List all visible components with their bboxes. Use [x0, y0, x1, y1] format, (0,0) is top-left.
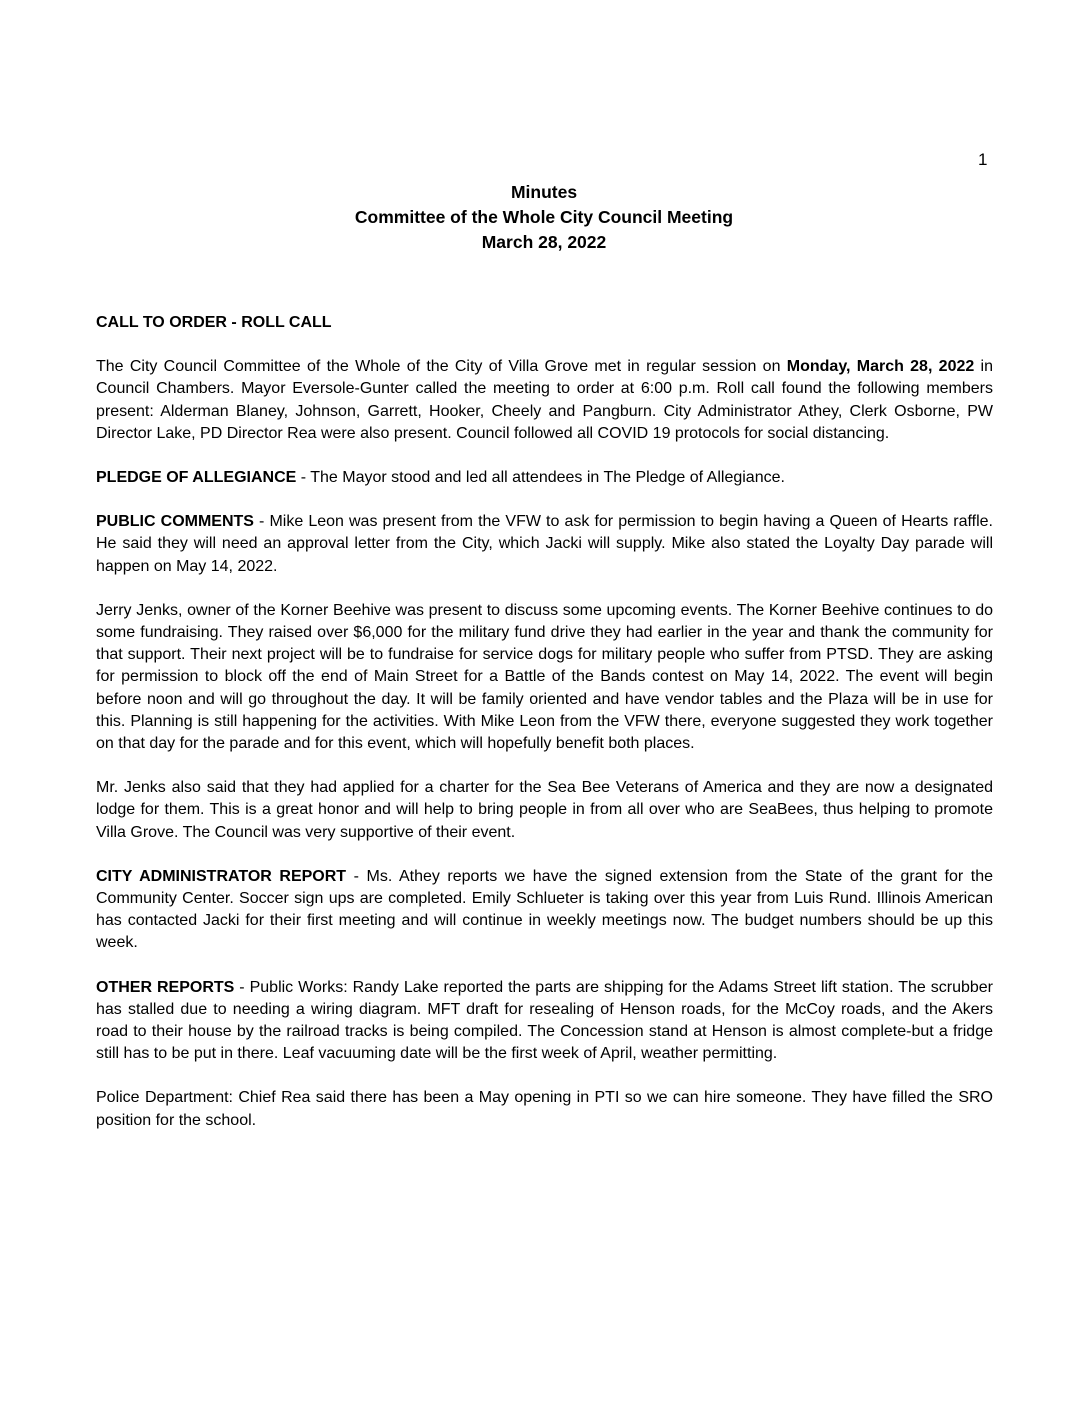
sea-bee-paragraph: Mr. Jenks also said that they had applied for a charter for the Sea Bee Veterans of America and they are now a designated lodge for them. This is a great honor and will help to bring people in from all over who are SeaBees, thus helping to promote Villa Grove. The Council was very supportive of their event.: [96, 779, 993, 841]
document-subtitle: Committee of the Whole City Council Meeting: [354, 207, 734, 227]
call-to-order-text-1: The City Council Committee of the Whole of the City of Villa Grove met in regular session on: [96, 358, 787, 376]
police-paragraph: Police Department: Chief Rea said there has been a May opening in PTI so we can hire someone. They have filled the SRO position for the school.: [96, 1089, 993, 1129]
document-body: [96, 312, 993, 1154]
other-reports-text: - Public Works: Randy Lake reported the parts are shipping for the Adams Street lift station. The scrubber has stalled due to needing a wiring diagram. MFT draft for resealing of Henson roads, for the McCoy roads, and the Akers road to their house by the railroad tracks is being compiled. The Concession stand at Henson is almost complete-but a fridge still has to be put in there. Leaf vacuuming date will be the first week of April, weather permitting.: [96, 978, 993, 1063]
other-reports-paragraph: [96, 977, 993, 1066]
document-title: Minutes: [510, 182, 578, 202]
public-comments-paragraph: [96, 511, 993, 578]
call-to-order-heading: CALL TO ORDER - ROLL CALL: [96, 314, 332, 331]
public-comments-text: - Mike Leon was present from the VFW to ask for permission to begin having a Queen of Hearts raffle. He said they will need an approval letter from the City, which Jacki will supply. Mike also stated the Loyalty Day parade will happen on May 14, 2022.: [96, 513, 994, 575]
meeting-date: March 28, 2022: [481, 232, 607, 252]
pledge-text: - The Mayor stood and led all attendees in The Pledge of Allegiance.: [296, 469, 785, 487]
city-admin-heading: CITY ADMINISTRATOR REPORT: [96, 867, 347, 885]
city-admin-paragraph: [96, 866, 993, 955]
city-admin-text: - Ms. Athey reports we have the signed extension from the State of the grant for the Community Center. Soccer sign ups are completed. Emily Schlueter is taking over this year from Luis Rund. Illinois American has contacted Jacki for their first meeting and will continue in weekly meetings now. The budget numbers should be up this week.: [96, 867, 993, 952]
call-to-order-paragraph: [96, 356, 993, 445]
korner-beehive-paragraph: Jerry Jenks, owner of the Korner Beehive was present to discuss some upcoming events. The Korner Beehive continues to do some fundraising. They raised over $6,000 for the military fund drive they had earlier in the year and thank the community for that support. Their next project will be to fundraise for service dogs for military people who suffer from PTSD. They are asking for permission to block off the end of Main Street for a Battle of the Bands contest on May 14, 2022. The event will begin before noon and will go throughout the day. It will be family oriented and have vendor tables and the Plaza will be in use for this. Planning is still happening for the activities. With Mike Leon from the VFW there, everyone suggested they work together on that day for the parade and for this event, which will hopefully benefit both places.: [96, 601, 993, 753]
other-reports-heading: OTHER REPORTS: [96, 978, 235, 996]
page-number: 1: [978, 150, 988, 169]
pledge-paragraph: [96, 467, 993, 489]
public-comments-heading: PUBLIC COMMENTS: [96, 513, 254, 531]
document-header: [0, 180, 1088, 255]
call-to-order-text-2: in Council Chambers. Mayor Eversole-Gunter called the meeting to order at 6:00 p.m. Roll call found the following members present: Alderman Blaney, Johnson, Garrett, Hooker, Cheely and Pangburn. City Administrator Athey, Clerk Osborne, PW Director Lake, PD Director Rea were also present. Council followed all COVID 19 protocols for social distancing.: [96, 358, 993, 442]
pledge-heading: PLEDGE OF ALLEGIANCE: [96, 469, 297, 487]
meeting-date-inline: Monday, March 28, 2022: [786, 358, 975, 376]
